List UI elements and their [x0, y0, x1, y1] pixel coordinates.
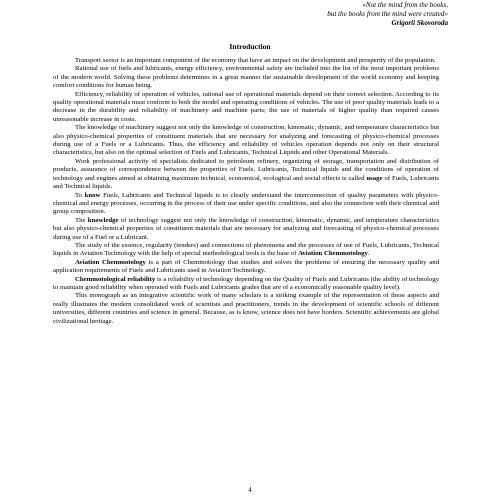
paragraph-3: Efficiency, reliability of operation of vehicles, rational use of operational materials depend on their correct selection. According to its quality operational materials must conform to both the model and operating conditions of vehicles. The use of poor quality materials leads to a decrease in the durability and reliability of machinery and machine parts; the use of materials of higher quality than required causes unreasonable increase in costs.	[53, 90, 439, 123]
paragraph-7-start: The	[75, 216, 86, 224]
paragraph-6-end: Fuels, Lubricants and Technical liquids is to clearly understand the interconnection of quality parameters with physico-chemical and energy processes, occurring in the process of their use under specific conditions, and also the connection with their chemical and group composition.	[53, 191, 440, 216]
body-text	[53, 57, 439, 326]
term-aviation-chemmotology-def: Aviation Chemmotology	[75, 258, 146, 266]
paragraph-8-end: .	[367, 250, 370, 258]
paragraph-11: This monograph as an integrative scientific work of many scholars is a striking example of the representation of these aspects and really illustrates the modern consolidated work of scientists and practitioners, trends in the development of scientific schools of different universities, different countries and science in general. Because, as is know, science does not have borders. Scientific achievements are global civilizational heritage.	[53, 292, 439, 325]
paragraph-5-end: of Fuels, Lubricants and Technical liquids.	[53, 174, 440, 191]
paragraph-7	[53, 217, 439, 242]
term-chemmotological-reliability: Chemmotological reliability	[75, 275, 156, 283]
epigraph-line-2: but the books from the mind were created»	[327, 10, 448, 18]
page-number: 4	[248, 486, 252, 494]
paragraph-2: Rational use of fuels and lubricants, energy efficiency, environmental safety are included into the list of the most important problems of the modern world. Solving these problems determines in a great manner the sustainable development of the world economy and keeping comfort conditions for human being.	[53, 65, 439, 90]
term-know: know	[84, 191, 101, 199]
epigraph-line-1: «Not the mind from the books,	[362, 1, 448, 9]
paragraph-1: Transport sector is an important component of the economy that have an impact on the development and prosperity of the population.	[75, 57, 436, 64]
paragraph-5-text: Work professional activity of specialists dedicated to petroleum refinery, organizing of storage, transportation and distribution of products, assurance of correspondence between the properties of Fuels, Lubricants, Technical liquids and the conditions of operation of technology and engines aimed at obtaining maximum technical, economical, ecological and social effects is called	[53, 157, 439, 182]
paragraph-9	[53, 259, 439, 276]
term-usage: usage	[366, 174, 383, 182]
section-heading: Introduction	[229, 42, 271, 51]
paragraph-8	[53, 242, 439, 259]
paragraph-9-end: is a part of Chemmotology that studies and solves the problems of ensuring the necessary quality and application requirements of Fuels and Lubricants used in Aviation Technology.	[53, 258, 440, 275]
paragraph-5	[53, 158, 439, 192]
paragraph-10	[53, 276, 439, 293]
paragraph-4: The knowledge of machinery suggest not only the knowledge of construction, kinematic, dynamic, and temperature characteristics but also physico-chemical properties of constituent materials that are necessary for analyzing and forecasting of physico-chemical processes during use of a Fuels or a Lubricants. Thus, the efficiency and reliability of vehicles operation depends not only on their structural characteristics, but also on the optimal selection of Fuels and Lubricants, Technical Liquids and other Operational Materials.	[53, 124, 439, 157]
term-knowledge: knowledge	[87, 216, 119, 224]
paragraph-8-text: The study of the essence, regularity (tenders) and connections of phenomena and the processes of use of Fuels, Lubricants, Technical liquids in Aviation Technology with the help of special methodological tools is the base of	[53, 241, 439, 258]
paragraph-10-end: is a reliability of technology depending on the Quality of Fuels and Lubricants (the ability of technology to maintain good reliability when operated with Fuels and Lubricants grades that are of a economically reasonable quality level).	[53, 275, 440, 291]
paragraph-7-end: of technology suggest not only the knowledge of construction, kinematic, dynamic, and temperature characteristics but also physico-chemical properties of constituent materials that are necessary for analyzing and forecasting of physico-chemical processes during use of a Fuel or a Lubricant.	[53, 216, 440, 241]
paragraph-6	[53, 192, 439, 217]
epigraph	[188, 1, 448, 28]
epigraph-author: Grigorii Skovoroda	[391, 19, 448, 27]
term-aviation-chemmotology: Aviation Chemmotology	[298, 250, 368, 258]
paragraph-6-start: To	[75, 191, 83, 199]
